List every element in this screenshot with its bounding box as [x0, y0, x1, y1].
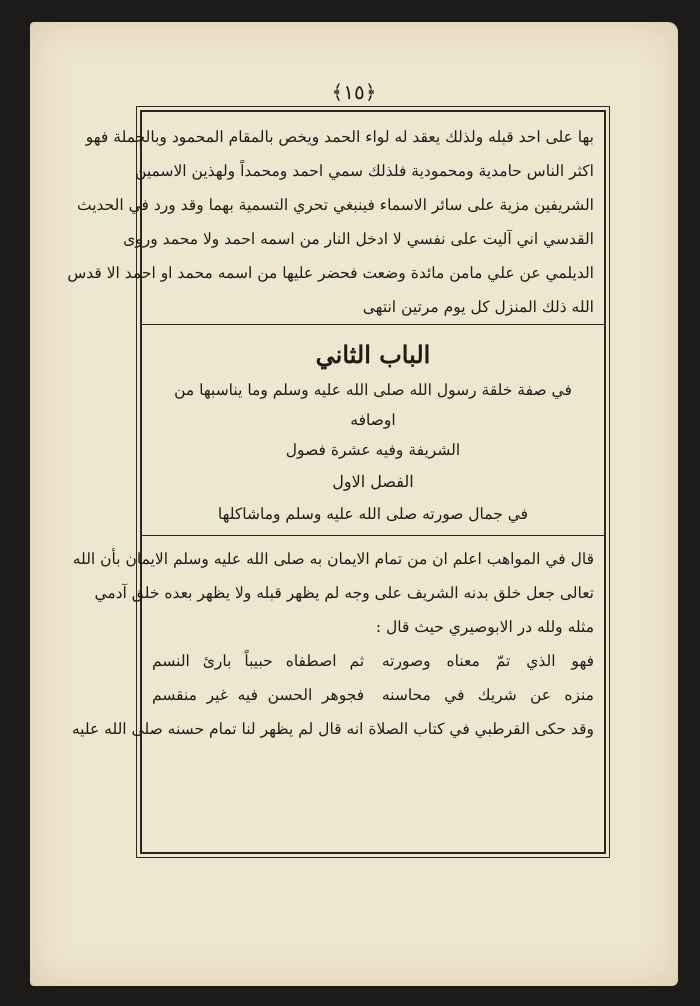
verse-row: [152, 644, 594, 678]
intro-line: الشريفين مزية على سائر الاسماء فينبغي تحري التسمية بهما وقد ورد في الحديث: [76, 196, 594, 214]
intro-paragraph: [67, 112, 604, 324]
body-line: مثله ولله در الابوصيري حيث قال :: [375, 618, 594, 636]
chapter-title: الباب الثاني: [315, 340, 431, 369]
book-page: [30, 22, 678, 986]
poem: [142, 644, 604, 712]
closing-line: وقد حكى القرطبي في كتاب الصلاة انه قال لم يظهر لنا تمام حسنه صلى الله عليه: [71, 720, 594, 738]
closing-paragraph: [71, 712, 604, 746]
body-paragraph: [72, 536, 604, 644]
chapter-heading: [142, 325, 604, 535]
verse-hemistich: منزه عن شريك في محاسنه: [381, 686, 594, 704]
text-frame: [67, 110, 606, 854]
chapter-subtitle: الشريفة وفيه عشرة فصول: [285, 441, 461, 459]
verse-hemistich: فجوهر الحسن فيه غير منقسم: [152, 686, 365, 704]
section-subtitle: في جمال صورته صلى الله عليه وسلم وماشاكلها: [217, 505, 529, 523]
body-line: تعالى جعل خلق بدنه الشريف على وجه لم يظهر قبله ولا يظهر بعده خلق آدمي: [94, 584, 594, 602]
section-title: الفصل الاول: [332, 472, 414, 491]
verse-hemistich: فهو الذي تمّ معناه وصورته: [381, 652, 594, 670]
verse-row: [152, 678, 594, 712]
intro-line: الديلمي عن علي مامن مائدة وضعت فحضر عليها من اسمه محمد او احمد الا قدس: [67, 264, 594, 282]
intro-line: اكثر الناس حامدية ومحمودية فلذلك سمي احمد ومحمداً ولهذين الاسمين: [135, 162, 594, 180]
body-line: قال في المواهب اعلم ان من تمام الايمان به صلى الله عليه وسلم الايمان بأن الله: [72, 550, 594, 568]
page-number: ﴾١٥﴿: [331, 80, 377, 104]
intro-line: القدسي اني آليت على نفسي لا ادخل النار من اسمه احمد ولا محمد وروى: [123, 230, 594, 248]
verse-hemistich: ثم اصطفاه حبيباً بارئ النسم: [152, 652, 365, 670]
intro-line: بها على احد قبله ولذلك يعقد له لواء الحمد ويخص بالمقام المحمود وبالجملة فهو: [85, 128, 594, 146]
chapter-subtitle: في صفة خلقة رسول الله صلى الله عليه وسلم وما يناسبها من اوصافه: [174, 381, 572, 429]
intro-line: الله ذلك المنزل كل يوم مرتين انتهى: [362, 298, 594, 316]
